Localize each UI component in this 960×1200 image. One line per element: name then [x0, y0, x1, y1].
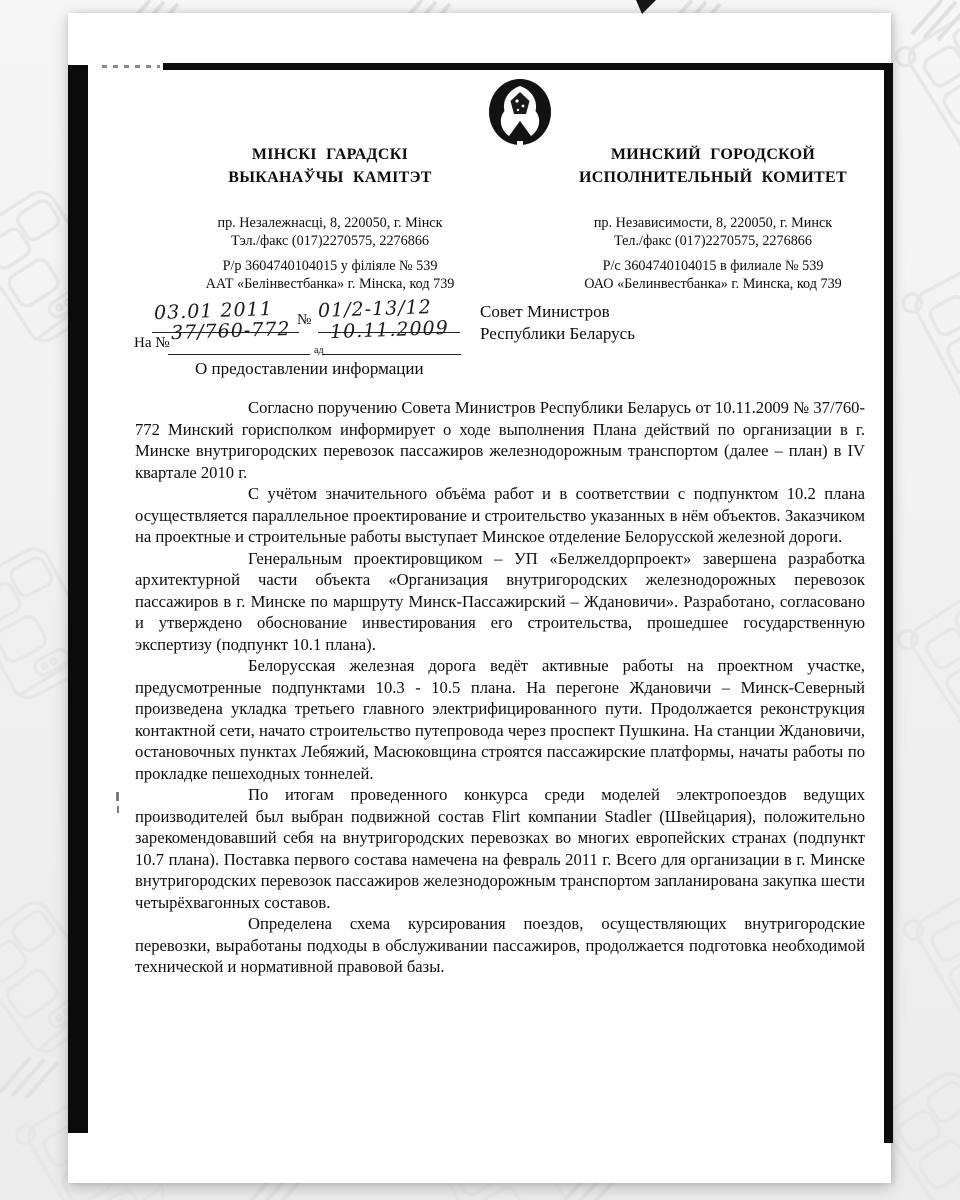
scan-artifact-left-bar	[68, 65, 88, 1133]
form-underline	[322, 354, 461, 355]
scan-artifact-margin-tick	[117, 806, 119, 813]
gadget-doodle-watermark	[895, 582, 960, 752]
body-paragraph: Согласно поручению Совета Министров Республики Беларусь от 10.11.2009 № 37/760-772 Минский горисполком информирует о ходе выполнения Плана действий по организации в г. Минске внутригородских перевозок пассажиров железнодорожным транспортом (далее – план) в IV квартале 2010 г.	[135, 398, 865, 482]
number-sign-label: №	[297, 312, 312, 328]
outgoing-number-handwritten: 01/2-13/12	[317, 296, 433, 322]
org-bank-name-line: ОАО «Белинвестбанка» г. Минска, код 739	[584, 276, 842, 292]
addressee-line: Республики Беларусь	[480, 324, 635, 343]
org-address-line: пр. Незалежнасці, 8, 220050, г. Мінск	[217, 215, 443, 231]
org-bank-account-line: Р/р 3604740104015 у філіяле № 539	[222, 258, 438, 274]
letter-body	[135, 397, 865, 978]
gadget-doodle-watermark	[901, 876, 960, 1045]
body-paragraph: Определена схема курсирования поездов, осуществляющих внутригородские перевозки, выработаны подходы в обслуживании пассажиров, продолжается подготовка необходимой технической и нормативной правовой базы.	[135, 914, 865, 976]
reply-number-handwritten: 37/760-772	[170, 317, 291, 345]
body-paragraph: Белорусская железная дорога ведёт активные работы на проектном участке, предусмотренные подпунктами 10.3 - 10.5 плана. На перегоне Ждановичи – Минск-Северный произведена укладка третьего главного электрифицированного пути. Продолжается реконструкция контактной сети, начато строительство путепровода через проспект Пушкина. На станции Ждановичи, остановочных пунктах Лебяжий, Масюковщина строятся пассажирские платформы, начаты работы по прокладке пешеходных тоннелей.	[135, 656, 865, 783]
org-bank-name-line: ААТ «Белінвестбанка» г. Мінска, код 739	[205, 276, 455, 292]
body-paragraph: По итогам проведенного конкурса среди моделей электропоездов ведущих производителей был выбран подвижной состав Flirt компании Stadler (Швейцария), положительно зарекомендовавший себя на внутригородских перевозках во многих европейских странах (подпункт 10.7 плана). Поставка первого состава намечена на февраль 2011 г. Всего для организации в г. Минске внутригородских перевозок пассажиров железнодорожным транспортом запланирована закупка шести четырёхвагонных составов.	[135, 785, 865, 912]
scan-artifact-top-line	[163, 63, 892, 70]
scanned-document-page	[68, 13, 891, 1183]
body-paragraph: Генеральным проектировщиком – УП «Белжелдорпроект» завершена разработка архитектурной части объекта «Организация внутригородских железнодорожных перевозок пассажиров в г. Минске по маршруту Минск-Пассажирский – Ждановичи». Разработано, согласовано и утверждено обоснование инвестирования его строительства, прошедшее государственную экспертизу (подпункт 10.1 плана).	[135, 548, 865, 654]
outgoing-date-handwritten: 03.01 2011	[153, 297, 274, 325]
coat-of-arms-icon	[487, 77, 553, 149]
org-address-line: пр. Независимости, 8, 220050, г. Минск	[593, 215, 833, 231]
org-title-line: МИНСКИЙ ГОРОДСКОЙ	[610, 146, 816, 163]
org-title-line: ИСПОЛНИТЕЛЬНЫЙ КОМИТЕТ	[579, 169, 847, 186]
scan-artifact-top-dashes	[102, 65, 160, 68]
gadget-doodle-watermark	[900, 252, 960, 420]
org-phone-line: Тел./факс (017)2270575, 2276866	[613, 233, 812, 249]
letterhead-russian	[543, 143, 883, 293]
reply-to-label: На №	[134, 335, 170, 351]
letterhead-belarusian	[160, 143, 500, 293]
hatch-watermark	[0, 1058, 58, 1098]
org-title-line: ВЫКАНАЎЧЫ КАМІТЭТ	[228, 169, 432, 186]
addressee-block	[480, 301, 635, 345]
body-paragraph: С учётом значительного объёма работ и в соответствии с подпунктом 10.2 плана осуществляется параллельное проектирование и строительство указанных в нём объектов. Заказчиком на проектные и строительные работы выступает Минское отделение Белорусской железной дороги.	[135, 484, 865, 546]
subject-line: О предоставлении информации	[195, 359, 424, 378]
org-bank-account-line: Р/с 3604740104015 в филиале № 539	[602, 258, 824, 274]
form-underline	[168, 354, 310, 355]
org-phone-line: Тэл./факс (017)2270575, 2276866	[230, 233, 430, 249]
scan-artifact-margin-tick	[116, 792, 119, 801]
addressee-line: Совет Министров	[480, 302, 610, 321]
scan-artifact-right-bar	[884, 63, 893, 1143]
reply-date-handwritten: 10.11.2009	[329, 316, 450, 344]
from-label: ад	[314, 345, 324, 356]
org-title-line: МІНСКІ ГАРАДСКІ	[251, 146, 409, 163]
